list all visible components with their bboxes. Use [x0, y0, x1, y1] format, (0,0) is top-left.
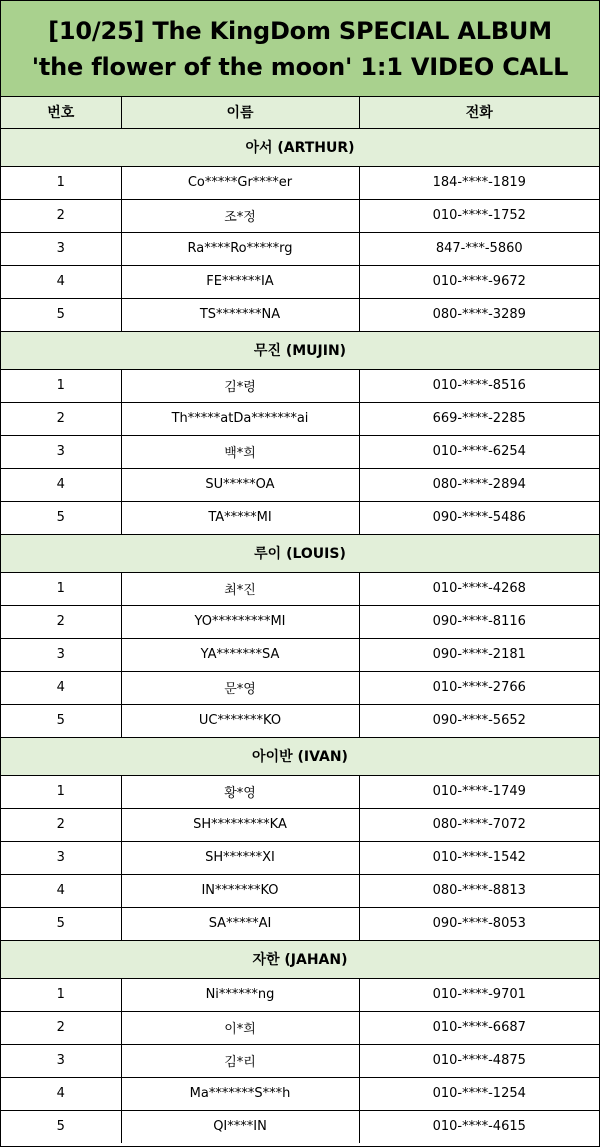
cell-phone: 010-****-4875 — [359, 1044, 599, 1077]
cell-name: TA*****MI — [121, 501, 359, 534]
table-row — [1, 166, 599, 199]
cell-phone: 010-****-4615 — [359, 1110, 599, 1143]
cell-phone: 010-****-8516 — [359, 369, 599, 402]
table-row — [1, 298, 599, 331]
group-title: 아이반 (IVAN) — [1, 737, 599, 775]
cell-number: 1 — [1, 572, 121, 605]
cell-number: 5 — [1, 704, 121, 737]
cell-number: 3 — [1, 1044, 121, 1077]
cell-name: Co*****Gr****er — [121, 166, 359, 199]
cell-name: Ma*******S***h — [121, 1077, 359, 1110]
cell-number: 1 — [1, 369, 121, 402]
cell-number: 4 — [1, 265, 121, 298]
table-row — [1, 808, 599, 841]
cell-phone: 010-****-1749 — [359, 775, 599, 808]
cell-phone: 090-****-5652 — [359, 704, 599, 737]
column-header-row — [1, 97, 599, 128]
cell-phone: 184-****-1819 — [359, 166, 599, 199]
group-title: 무진 (MUJIN) — [1, 331, 599, 369]
cell-phone: 080-****-8813 — [359, 874, 599, 907]
cell-name: 문*영 — [121, 671, 359, 704]
table-row — [1, 605, 599, 638]
table-row — [1, 978, 599, 1011]
cell-number: 3 — [1, 435, 121, 468]
cell-name: 김*리 — [121, 1044, 359, 1077]
table-row — [1, 907, 599, 940]
cell-name: FE******IA — [121, 265, 359, 298]
group-header-row — [1, 128, 599, 166]
cell-number: 1 — [1, 166, 121, 199]
cell-phone: 090-****-2181 — [359, 638, 599, 671]
table-row — [1, 775, 599, 808]
cell-number: 5 — [1, 298, 121, 331]
cell-name: IN*******KO — [121, 874, 359, 907]
table-row — [1, 874, 599, 907]
cell-name: Ra****Ro*****rg — [121, 232, 359, 265]
cell-number: 4 — [1, 468, 121, 501]
cell-name: Th*****atDa*******ai — [121, 402, 359, 435]
cell-phone: 010-****-1542 — [359, 841, 599, 874]
winners-table — [1, 97, 599, 1143]
cell-phone: 010-****-4268 — [359, 572, 599, 605]
cell-number: 2 — [1, 808, 121, 841]
column-header-phone: 전화 — [359, 97, 599, 128]
cell-phone: 010-****-9701 — [359, 978, 599, 1011]
cell-number: 4 — [1, 874, 121, 907]
document-title — [1, 1, 599, 97]
cell-name: QI****IN — [121, 1110, 359, 1143]
group-header-row — [1, 331, 599, 369]
table-row — [1, 265, 599, 298]
column-header-number: 번호 — [1, 97, 121, 128]
cell-number: 5 — [1, 501, 121, 534]
cell-number: 1 — [1, 775, 121, 808]
table-row — [1, 572, 599, 605]
cell-number: 5 — [1, 907, 121, 940]
cell-number: 5 — [1, 1110, 121, 1143]
cell-phone: 080-****-7072 — [359, 808, 599, 841]
cell-number: 1 — [1, 978, 121, 1011]
cell-phone: 847-***-5860 — [359, 232, 599, 265]
cell-name: 조*정 — [121, 199, 359, 232]
table-row — [1, 199, 599, 232]
title-line-2: 'the flower of the moon' 1:1 VIDEO CALL — [31, 52, 569, 81]
group-header-row — [1, 737, 599, 775]
cell-phone: 080-****-3289 — [359, 298, 599, 331]
group-title: 자한 (JAHAN) — [1, 940, 599, 978]
cell-name: SU*****OA — [121, 468, 359, 501]
cell-name: 이*희 — [121, 1011, 359, 1044]
table-row — [1, 1110, 599, 1143]
cell-name: 백*희 — [121, 435, 359, 468]
table-row — [1, 435, 599, 468]
cell-phone: 010-****-2766 — [359, 671, 599, 704]
cell-name: TS*******NA — [121, 298, 359, 331]
cell-name: 최*진 — [121, 572, 359, 605]
cell-name: SH******XI — [121, 841, 359, 874]
table-row — [1, 1044, 599, 1077]
table-row — [1, 468, 599, 501]
cell-phone: 010-****-6687 — [359, 1011, 599, 1044]
cell-phone: 090-****-5486 — [359, 501, 599, 534]
cell-phone: 010-****-6254 — [359, 435, 599, 468]
table-row — [1, 1011, 599, 1044]
cell-number: 2 — [1, 402, 121, 435]
cell-name: UC*******KO — [121, 704, 359, 737]
cell-number: 2 — [1, 605, 121, 638]
cell-phone: 010-****-1752 — [359, 199, 599, 232]
cell-number: 2 — [1, 199, 121, 232]
cell-name: Ni******ng — [121, 978, 359, 1011]
cell-phone: 080-****-2894 — [359, 468, 599, 501]
cell-number: 3 — [1, 841, 121, 874]
cell-phone: 010-****-9672 — [359, 265, 599, 298]
table-row — [1, 704, 599, 737]
cell-name: 황*영 — [121, 775, 359, 808]
group-header-row — [1, 534, 599, 572]
cell-phone: 010-****-1254 — [359, 1077, 599, 1110]
cell-name: YO*********MI — [121, 605, 359, 638]
cell-phone: 090-****-8053 — [359, 907, 599, 940]
group-title: 루이 (LOUIS) — [1, 534, 599, 572]
table-row — [1, 402, 599, 435]
table-row — [1, 1077, 599, 1110]
table-row — [1, 501, 599, 534]
table-row — [1, 671, 599, 704]
table-row — [1, 232, 599, 265]
cell-phone: 669-****-2285 — [359, 402, 599, 435]
cell-name: YA*******SA — [121, 638, 359, 671]
table-row — [1, 369, 599, 402]
cell-number: 3 — [1, 638, 121, 671]
cell-number: 2 — [1, 1011, 121, 1044]
table-row — [1, 841, 599, 874]
table-row — [1, 638, 599, 671]
cell-number: 4 — [1, 1077, 121, 1110]
cell-number: 4 — [1, 671, 121, 704]
group-header-row — [1, 940, 599, 978]
title-line-1: [10/25] The KingDom SPECIAL ALBUM — [48, 16, 552, 45]
cell-name: 김*령 — [121, 369, 359, 402]
column-header-name: 이름 — [121, 97, 359, 128]
group-title: 아서 (ARTHUR) — [1, 128, 599, 166]
cell-phone: 090-****-8116 — [359, 605, 599, 638]
cell-number: 3 — [1, 232, 121, 265]
cell-name: SA*****AI — [121, 907, 359, 940]
cell-name: SH*********KA — [121, 808, 359, 841]
